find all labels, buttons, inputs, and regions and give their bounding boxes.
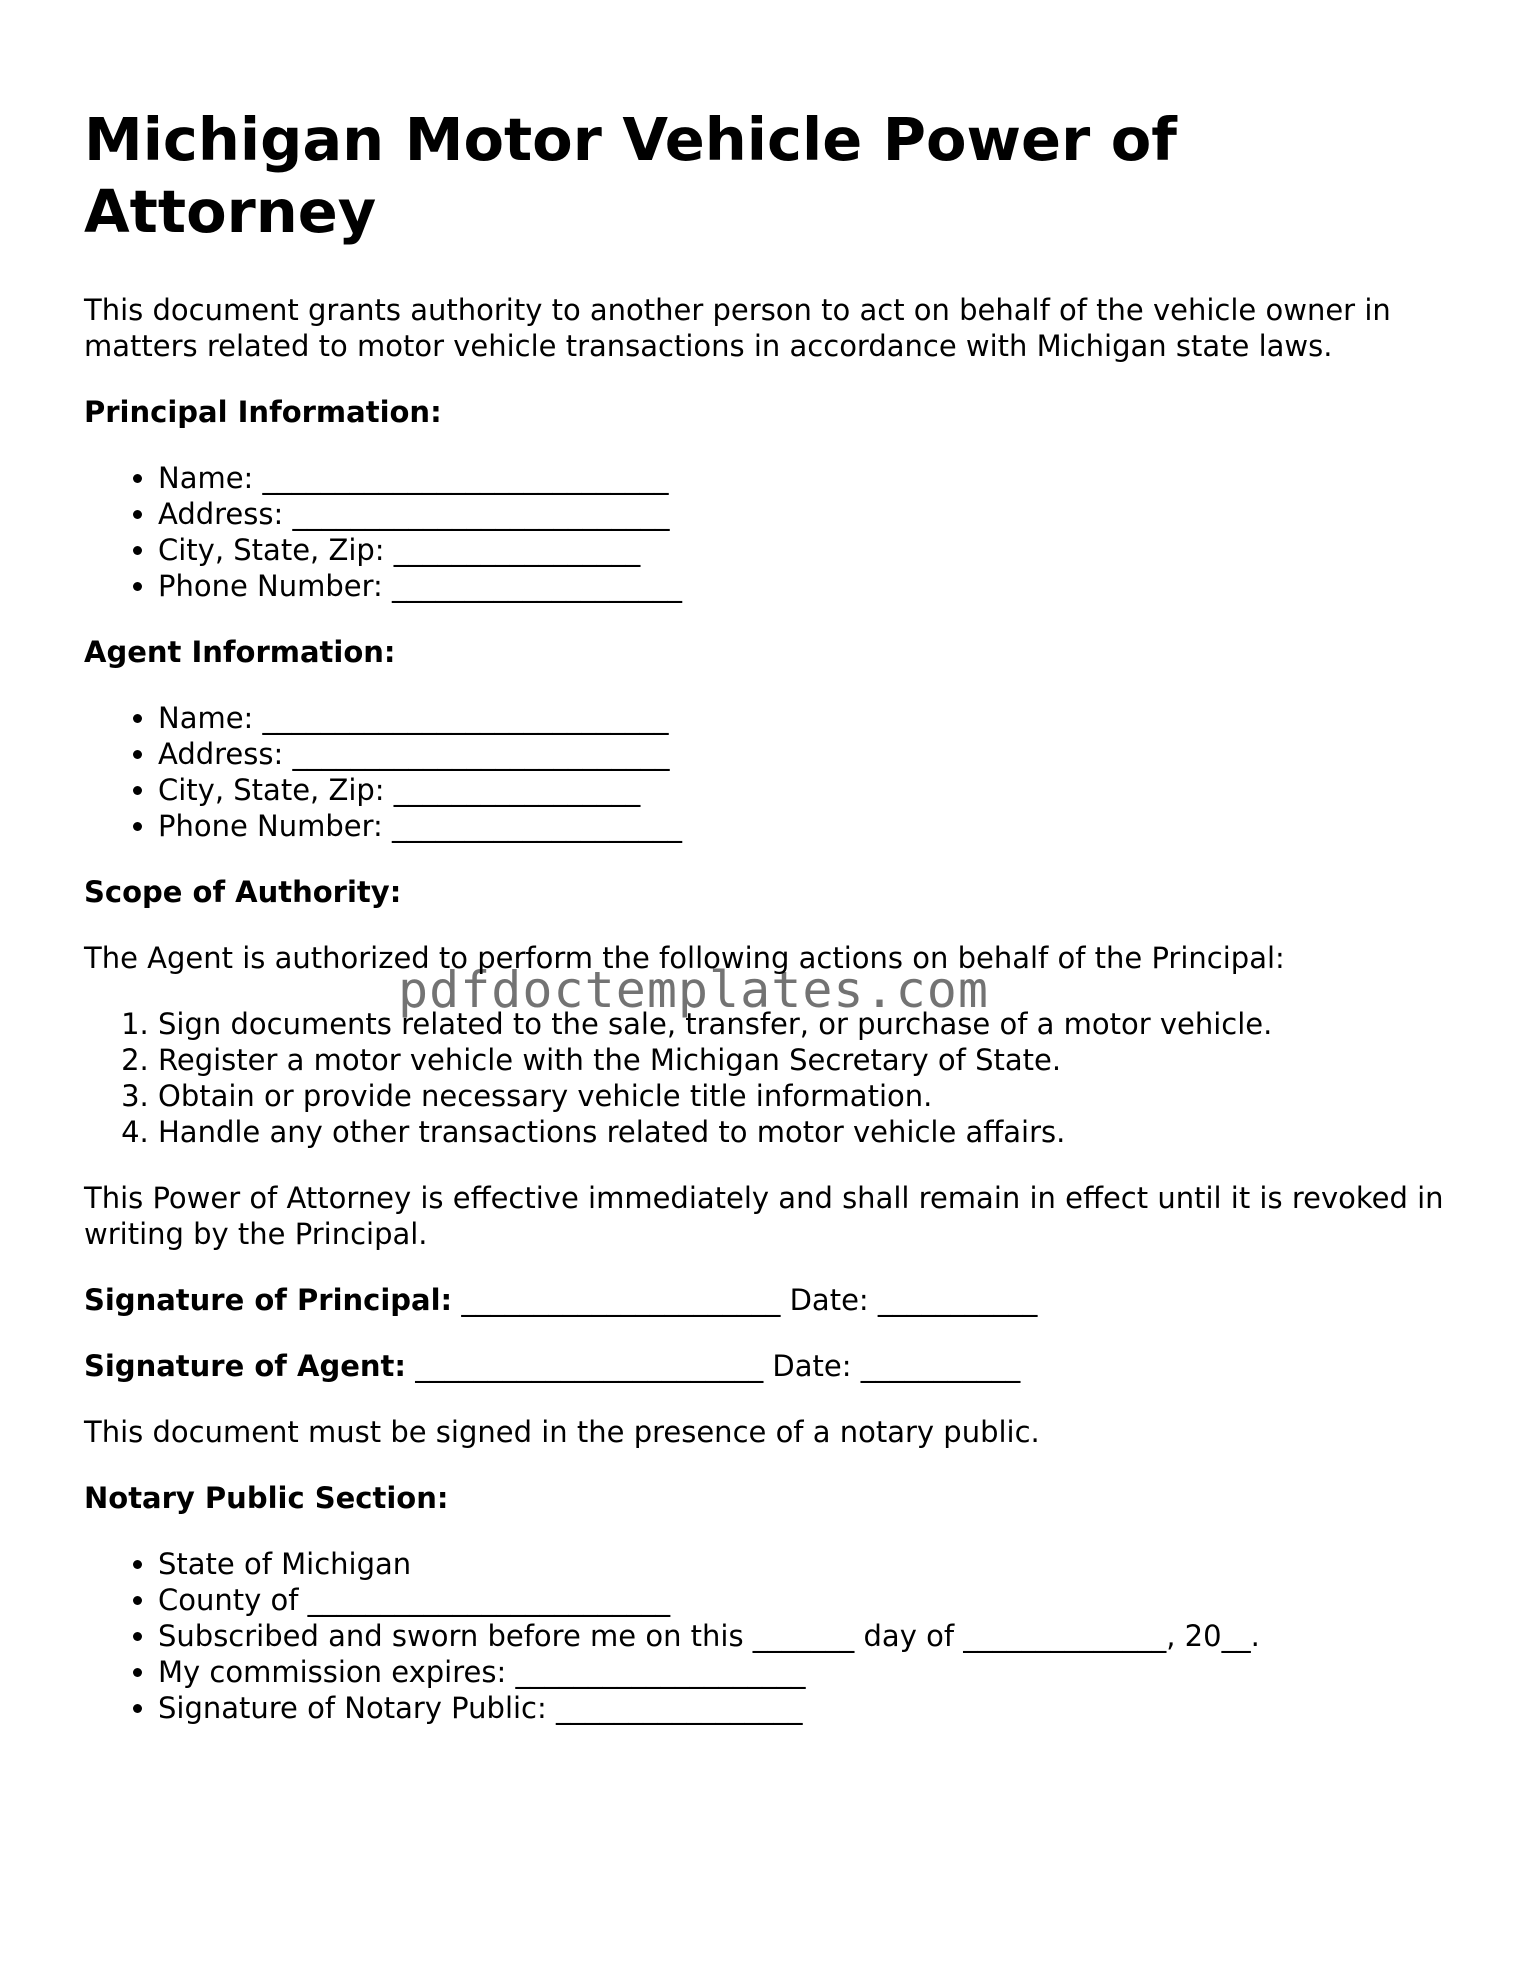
effective-paragraph: This Power of Attorney is effective immediately and shall remain in effect until it is revoked in writing by the Principal. (84, 1181, 1444, 1251)
principal-list (84, 460, 1464, 604)
list-item: • Phone Number: ____________________ (158, 808, 1464, 844)
list-item: 4. Handle any other transactions related to motor vehicle affairs. (158, 1114, 1464, 1150)
watermark: pdfdoctemplates.com (398, 961, 989, 1019)
principal-signature-line (84, 1282, 1464, 1318)
notary-list (84, 1546, 1464, 1726)
scope-intro: The Agent is authorized to perform the following actions on behalf of the Principal: (84, 941, 1285, 975)
list-item: 1. Sign documents related to the sale, transfer, or purchase of a motor vehicle. (158, 1006, 1464, 1042)
principal-signature-label: Signature of Principal: (84, 1283, 453, 1317)
agent-list (84, 700, 1464, 844)
document-page (84, 104, 1464, 1726)
agent-signature-label: Signature of Agent: (84, 1349, 406, 1383)
scope-heading: Scope of Authority: (84, 875, 402, 909)
principal-signature-blanks: ______________________ Date: ___________ (452, 1283, 1038, 1317)
agent-signature-line (84, 1348, 1464, 1384)
list-item: • Address: __________________________ (158, 736, 1464, 772)
list-item: • Subscribed and sworn before me on this _______ day of ______________, 20__. (158, 1618, 1464, 1654)
list-item: • Address: __________________________ (158, 496, 1464, 532)
notary-heading: Notary Public Section: (84, 1481, 449, 1515)
agent-signature-blanks: ________________________ Date: ___________ (406, 1349, 1021, 1383)
notary-note: This document must be signed in the presence of a notary public. (84, 1415, 1040, 1449)
agent-heading: Agent Information: (84, 635, 396, 669)
page-title: Michigan Motor Vehicle Power of Attorney (84, 105, 1177, 246)
list-item: • My commission expires: ____________________ (158, 1654, 1464, 1690)
list-item: • Name: ____________________________ (158, 700, 1464, 736)
list-item: • State of Michigan (158, 1546, 1464, 1582)
list-item: • Name: ____________________________ (158, 460, 1464, 496)
scope-list (84, 1006, 1464, 1150)
list-item: 3. Obtain or provide necessary vehicle title information. (158, 1078, 1464, 1114)
list-item: • County of _________________________ (158, 1582, 1464, 1618)
list-item: 2. Register a motor vehicle with the Michigan Secretary of State. (158, 1042, 1464, 1078)
principal-heading: Principal Information: (84, 395, 442, 429)
list-item: • Phone Number: ____________________ (158, 568, 1464, 604)
intro-paragraph: This document grants authority to another person to act on behalf of the vehicle owner in matters related to motor vehicle transactions in accordance with Michigan state laws. (84, 293, 1391, 363)
list-item: • Signature of Notary Public: _________________ (158, 1690, 1464, 1726)
list-item: • City, State, Zip: _________________ (158, 532, 1464, 568)
list-item: • City, State, Zip: _________________ (158, 772, 1464, 808)
